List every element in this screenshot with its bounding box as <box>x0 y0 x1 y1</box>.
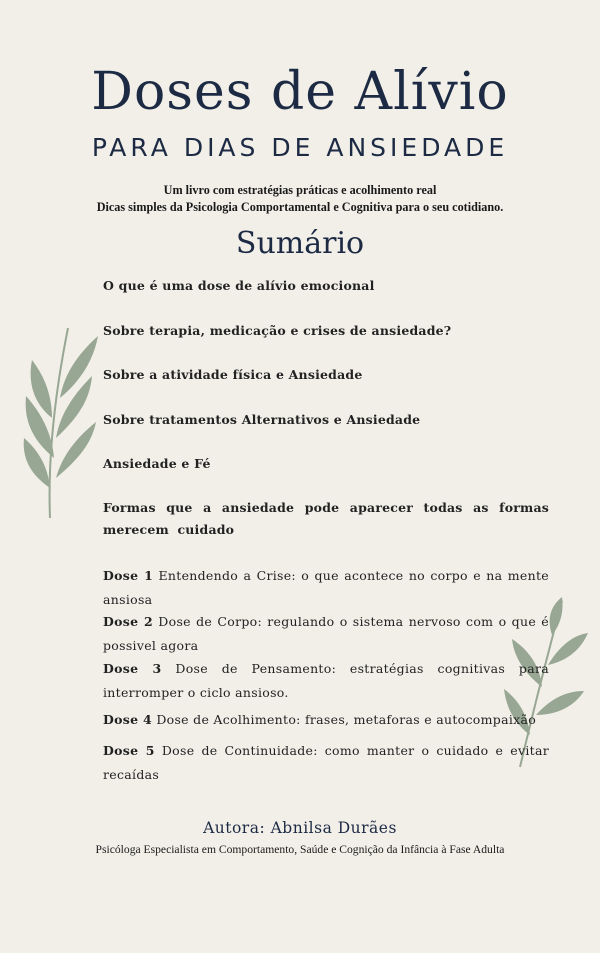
toc-item: Formas que a ansiedade pode aparecer todas as formas merecem cuidado <box>103 500 549 537</box>
olive-branch-icon <box>20 318 110 528</box>
author-credentials: Psicóloga Especialista em Comportamento, Saúde e Cognição da Infância à Fase Adulta <box>95 843 505 856</box>
dose-item <box>103 610 549 658</box>
dose-label: Dose 4 <box>103 712 153 727</box>
tagline <box>0 182 600 216</box>
dose-label: Dose 5 <box>103 743 155 758</box>
dose-item <box>103 564 549 612</box>
dose-text: Entendendo a Crise: o que acontece no corpo e na mente ansiosa <box>103 568 549 607</box>
toc-item: O que é uma dose de alívio emocional <box>103 278 375 293</box>
tagline-line-2: Dicas simples da Psicologia Comportamental e Cognitiva para o seu cotidiano. <box>96 200 504 214</box>
tagline-line-1: Um livro com estratégias práticas e acolhimento real <box>163 183 437 197</box>
book-subtitle: PARA DIAS DE ANSIEDADE <box>91 133 509 162</box>
dose-label: Dose 2 <box>103 614 154 629</box>
dose-label: Dose 1 <box>103 568 154 583</box>
toc-item: Sobre terapia, medicação e crises de ansiedade? <box>103 323 452 338</box>
dose-text: Dose de Continuidade: como manter o cuidado e evitar recaídas <box>103 743 549 782</box>
toc-item: Sobre tratamentos Alternativos e Ansiedade <box>103 412 421 427</box>
dose-item <box>103 739 549 787</box>
dose-item <box>103 708 549 732</box>
dose-text: Dose de Acolhimento: frases, metaforas e autocompaixão <box>156 712 537 727</box>
author-name: Autora: Abnilsa Durães <box>203 819 397 837</box>
dose-text: Dose de Corpo: regulando o sistema nervoso com o que é possivel agora <box>103 614 549 653</box>
toc-item: Ansiedade e Fé <box>103 456 211 471</box>
dose-text: Dose de Pensamento: estratégias cognitivas para interromper o ciclo ansioso. <box>103 661 549 700</box>
toc-item: Sobre a atividade física e Ansiedade <box>103 367 363 382</box>
toc-heading: Sumário <box>235 226 365 261</box>
dose-item <box>103 657 549 705</box>
dose-label: Dose 3 <box>103 661 162 676</box>
book-title: Doses de Alívio <box>91 62 509 122</box>
